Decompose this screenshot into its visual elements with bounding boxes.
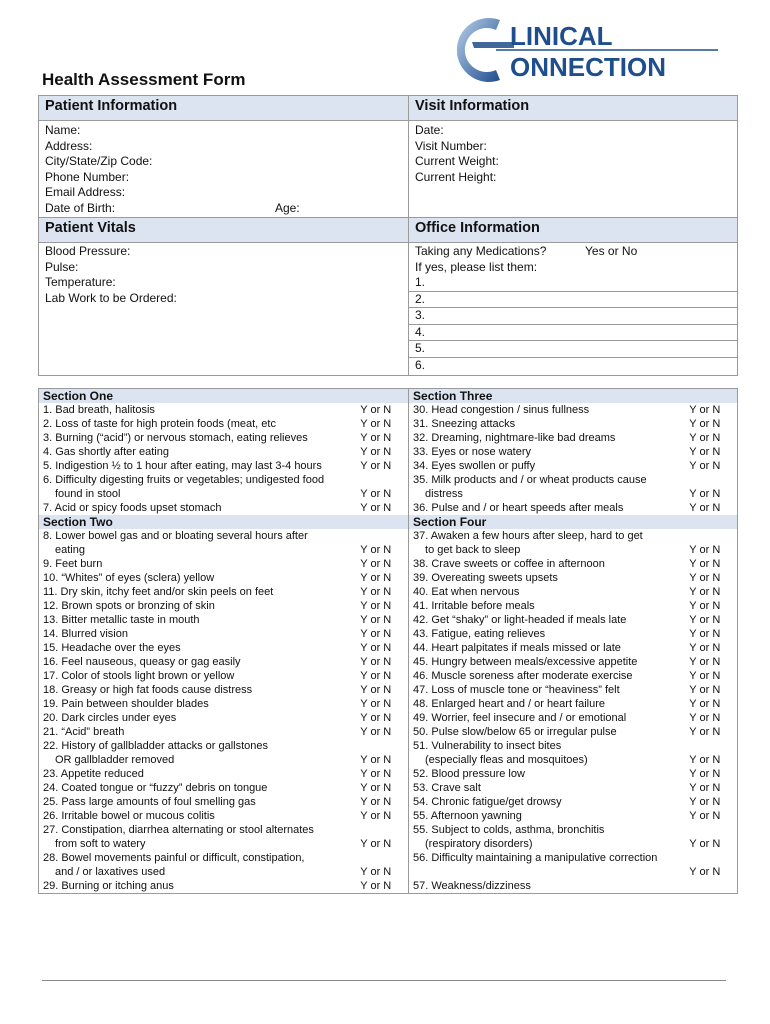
yes-no-toggle[interactable]: Y or N [673,641,738,655]
list-item: 3. Burning (“acid”) or nervous stomach, eating relieves [39,431,344,445]
list-item: 25. Pass large amounts of foul smelling gas [39,795,344,809]
list-item: 39. Overeating sweets upsets [409,571,673,585]
list-item: 38. Crave sweets or coffee in afternoon [409,557,673,571]
vitals-fields [39,243,409,376]
section-four-header: Section Four [409,515,738,529]
yes-no-toggle[interactable]: Y or N [673,711,738,725]
list-item: 23. Appetite reduced [39,767,344,781]
list-item: 2. Loss of taste for high protein foods (meat, etc [39,417,344,431]
list-item: 11. Dry skin, itchy feet and/or skin peels on feet [39,585,344,599]
list-item: 24. Coated tongue or “fuzzy” debris on tongue [39,781,344,795]
list-item: 20. Dark circles under eyes [39,711,344,725]
list-item: 42. Get “shaky” or light-headed if meals late [409,613,673,627]
yes-no-toggle[interactable]: Y or N [344,627,409,641]
list-item [39,529,344,557]
medication-line-5[interactable]: 5. [409,341,737,358]
list-item: 48. Enlarged heart and / or heart failure [409,697,673,711]
yes-no-toggle[interactable]: Y or N [673,739,738,767]
yes-no-toggle[interactable]: Y or N [673,669,738,683]
medication-line-1[interactable]: 1. [409,275,737,292]
email-field[interactable]: Email Address: [45,185,126,199]
list-item: 52. Blood pressure low [409,767,673,781]
list-item [39,851,344,879]
yes-no-toggle[interactable]: Y or N [673,571,738,585]
section-three-header: Section Three [409,389,738,404]
list-item: 29. Burning or itching anus [39,879,344,894]
list-item: 43. Fatigue, eating relieves [409,627,673,641]
list-item: 53. Crave salt [409,781,673,795]
blood-pressure-field[interactable]: Blood Pressure: [45,244,131,258]
list-item: 17. Color of stools light brown or yellow [39,669,344,683]
vitals-header: Patient Vitals [39,218,409,243]
empty-cell [673,879,738,894]
yes-no-toggle[interactable]: Y or N [344,529,409,557]
list-item: 9. Feet burn [39,557,344,571]
bottom-divider [42,980,726,981]
medication-line-2[interactable]: 2. [409,292,737,309]
patient-info-fields [39,121,409,218]
yes-no-toggle[interactable]: Y or N [673,501,738,515]
list-item-line: OR gallbladder removed [55,754,175,766]
list-item: 16. Feel nauseous, queasy or gag easily [39,655,344,669]
phone-field[interactable]: Phone Number: [45,169,130,184]
yes-no-toggle[interactable]: Y or N [673,557,738,571]
yes-no-toggle[interactable]: Y or N [344,711,409,725]
list-item-line: 37. Awaken a few hours after sleep, hard to get [413,530,643,542]
yes-no-toggle[interactable]: Y or N [344,823,409,851]
yes-no-toggle[interactable]: Y or N [673,431,738,445]
yes-no-toggle[interactable]: Y or N [673,529,738,557]
name-field[interactable]: Name: [45,123,81,137]
list-item-line: 27. Constipation, diarrhea alternating or stool alternates [43,824,314,836]
list-item [409,473,673,501]
patient-info-header: Patient Information [39,96,409,121]
list-item: 21. “Acid” breath [39,725,344,739]
logo-text-clinical: LINICAL [510,21,613,51]
list-item [409,851,673,879]
list-item-line: (especially fleas and mosquitoes) [425,754,588,766]
visit-info-fields [409,121,738,218]
list-item: 10. “Whites” of eyes (sclera) yellow [39,571,344,585]
yes-no-toggle[interactable]: Y or N [344,585,409,599]
yes-no-toggle[interactable]: Y or N [673,459,738,473]
yes-no-toggle[interactable]: Y or N [673,781,738,795]
list-item: 41. Irritable before meals [409,599,673,613]
yes-no-toggle[interactable]: Y or N [344,669,409,683]
list-item: 36. Pulse and / or heart speeds after meals [409,501,673,515]
yes-no-toggle[interactable]: Y or N [344,613,409,627]
office-info-fields [409,243,738,376]
address-field[interactable]: Address: [45,138,93,153]
list-item: 15. Headache over the eyes [39,641,344,655]
form-title: Health Assessment Form [42,70,246,89]
list-item: 46. Muscle soreness after moderate exercise [409,669,673,683]
yes-no-toggle[interactable]: Y or N [344,879,409,894]
yes-no-toggle[interactable]: Y or N [673,585,738,599]
section-one-header: Section One [39,389,409,404]
weight-field[interactable]: Current Weight: [415,154,499,168]
yes-no-toggle[interactable]: Y or N [673,725,738,739]
yes-no-toggle[interactable]: Y or N [673,697,738,711]
yes-no-toggle[interactable]: Y or N [673,851,738,879]
yes-no-toggle[interactable]: Y or N [673,445,738,459]
medications-question: Taking any Medications? [415,244,547,258]
yes-no-toggle[interactable]: Y or N [673,809,738,823]
city-field[interactable]: City/State/Zip Code: [45,154,153,168]
dob-field[interactable]: Date of Birth: [45,200,116,215]
yes-no-toggle[interactable]: Y or N [673,613,738,627]
list-item [39,823,344,851]
yes-no-toggle[interactable]: Y or N [344,739,409,767]
list-item: 5. Indigestion ½ to 1 hour after eating, may last 3-4 hours [39,459,344,473]
yes-no-toggle[interactable]: Y or N [344,459,409,473]
yes-no-toggle[interactable]: Y or N [673,823,738,851]
medication-line-6[interactable]: 6. [415,357,426,372]
yes-no-toggle[interactable]: Y or N [344,445,409,459]
yes-no-toggle[interactable]: Y or N [344,795,409,809]
yes-no-toggle[interactable]: Y or N [673,417,738,431]
medication-line-3[interactable]: 3. [409,308,737,325]
yes-no-toggle[interactable]: Y or N [344,571,409,585]
visit-number-field[interactable]: Visit Number: [415,138,487,153]
yes-no-toggle[interactable]: Y or N [344,599,409,613]
yes-no-toggle[interactable]: Y or N [344,417,409,431]
list-item: 18. Greasy or high fat foods cause distress [39,683,344,697]
yes-no-toggle[interactable]: Y or N [673,599,738,613]
yes-no-toggle[interactable]: Y or N [344,697,409,711]
list-item: 26. Irritable bowel or mucous colitis [39,809,344,823]
yes-no-toggle[interactable]: Y or N [344,725,409,739]
section-two-header: Section Two [39,515,409,529]
yes-no-toggle[interactable]: Y or N [344,557,409,571]
list-item: 44. Heart palpitates if meals missed or late [409,641,673,655]
symptom-checklist [38,388,738,894]
pulse-field[interactable]: Pulse: [45,259,79,274]
list-item: 47. Loss of muscle tone or “heaviness” felt [409,683,673,697]
visit-info-header: Visit Information [409,96,738,121]
yes-no-toggle[interactable]: Y or N [344,809,409,823]
list-item [39,739,344,767]
list-item: 31. Sneezing attacks [409,417,673,431]
list-item-line: 8. Lower bowel gas and or bloating several hours after [43,530,308,542]
height-field[interactable]: Current Height: [415,169,497,184]
yes-no-toggle[interactable]: Y or N [673,683,738,697]
yes-no-toggle[interactable]: Y or N [673,473,738,501]
list-item: 57. Weakness/dizziness [409,879,673,894]
temperature-field[interactable]: Temperature: [45,275,116,289]
list-item-line: (respiratory disorders) [425,838,533,850]
list-item-line: 35. Milk products and / or wheat products cause [413,474,647,486]
list-item [409,529,673,557]
yes-no-toggle[interactable]: Y or N [344,781,409,795]
list-item-line: found in stool [55,488,121,500]
yes-no-toggle[interactable]: Y or N [344,851,409,879]
list-item-line: 6. Difficulty digesting fruits or vegetables; undigested food [43,474,325,486]
yes-no-toggle[interactable]: Y or N [673,655,738,669]
yes-no-toggle[interactable]: Y or N [344,473,409,501]
lab-work-field[interactable]: Lab Work to be Ordered: [45,290,177,305]
yes-no-toggle[interactable]: Y or N [344,655,409,669]
age-field[interactable]: Age: [275,200,300,215]
list-item-line: from soft to watery [55,838,146,850]
list-item: 50. Pulse slow/below 65 or irregular pulse [409,725,673,739]
list-item-line: eating [55,544,85,556]
list-item-line: distress [425,488,463,500]
list-item: 7. Acid or spicy foods upset stomach [39,501,344,515]
list-item: 55. Afternoon yawning [409,809,673,823]
list-item: 13. Bitter metallic taste in mouth [39,613,344,627]
yes-no-toggle[interactable]: Y or N [673,767,738,781]
list-item-line: 56. Difficulty maintaining a manipulative correction [413,852,658,864]
list-item: 1. Bad breath, halitosis [39,403,344,417]
list-item: 14. Blurred vision [39,627,344,641]
list-item-line: and / or laxatives used [55,866,166,878]
date-field[interactable]: Date: [415,123,444,137]
list-item [409,823,673,851]
yes-no-toggle[interactable]: Y or N [344,403,409,417]
yes-no-toggle[interactable]: Y or N [344,641,409,655]
list-item-line: to get back to sleep [425,544,521,556]
list-item: 33. Eyes or nose watery [409,445,673,459]
list-item [409,739,673,767]
yes-no-toggle[interactable]: Y or N [344,767,409,781]
yes-no-toggle[interactable]: Y or N [344,501,409,515]
list-item-line: 51. Vulnerability to insect bites [413,740,562,752]
list-item: 12. Brown spots or bronzing of skin [39,599,344,613]
medication-line-4[interactable]: 4. [409,325,737,342]
yes-no-toggle[interactable]: Y or N [344,683,409,697]
medications-yes-no[interactable]: Yes or No [585,244,638,258]
yes-no-toggle[interactable]: Y or N [344,431,409,445]
medications-list-label: If yes, please list them: [415,259,538,274]
list-item: 4. Gas shortly after eating [39,445,344,459]
list-item-line: 28. Bowel movements painful or difficult, constipation, [43,852,305,864]
list-item: 19. Pain between shoulder blades [39,697,344,711]
yes-no-toggle[interactable]: Y or N [673,795,738,809]
logo-text-connection: ONNECTION [510,52,666,82]
list-item: 45. Hungry between meals/excessive appetite [409,655,673,669]
yes-no-toggle[interactable]: Y or N [673,403,738,417]
clinical-connection-logo [452,14,720,86]
list-item [39,473,344,501]
office-info-header: Office Information [409,218,738,243]
list-item: 54. Chronic fatigue/get drowsy [409,795,673,809]
list-item: 49. Worrier, feel insecure and / or emotional [409,711,673,725]
list-item: 32. Dreaming, nightmare-like bad dreams [409,431,673,445]
list-item-line: 22. History of gallbladder attacks or gallstones [43,740,269,752]
list-item: 34. Eyes swollen or puffy [409,459,673,473]
list-item: 30. Head congestion / sinus fullness [409,403,673,417]
patient-visit-info-table [38,95,738,376]
yes-no-toggle[interactable]: Y or N [673,627,738,641]
list-item-line: 55. Subject to colds, asthma, bronchitis [413,824,605,836]
list-item: 40. Eat when nervous [409,585,673,599]
